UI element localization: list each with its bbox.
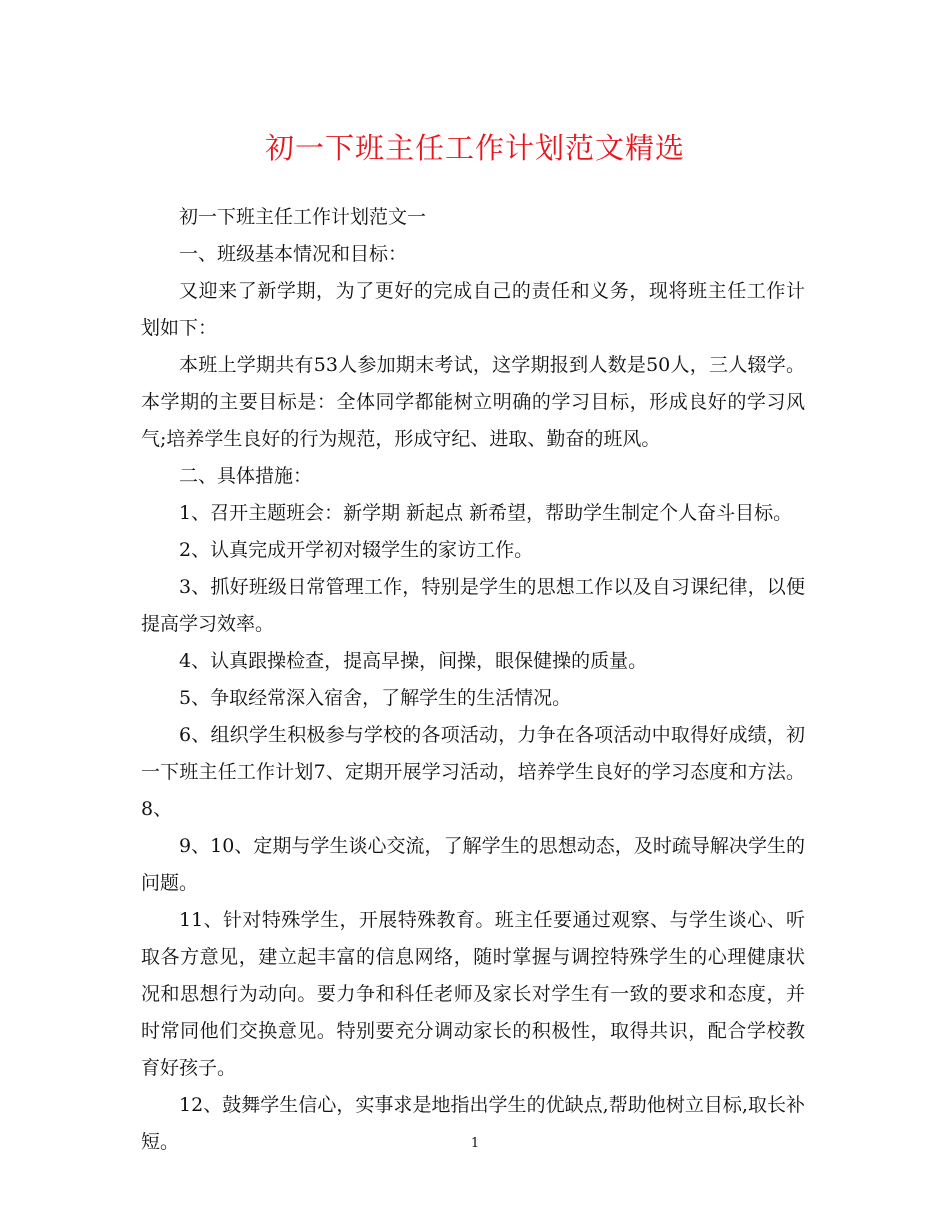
list-item: 3、抓好班级日常管理工作，特别是学生的思想工作以及自习课纪律，以便提高学习效率。 (141, 576, 805, 635)
section-heading: 一、班级基本情况和目标： (179, 243, 408, 265)
list-item: 9、10、定期与学生谈心交流，了解学生的思想动态，及时疏导解决学生的问题。 (141, 835, 805, 894)
page-number: 1 (470, 1136, 480, 1151)
list-item: 4、认真跟操检查，提高早操，间操，眼保健操的质量。 (179, 650, 648, 672)
list-item: 6、组织学生积极参与学校的各项活动，力争在各项活动中取得好成绩，初一下班主任工作计划7、定期开展学习活动，培养学生良好的学习态度和方法。 8、 (141, 724, 805, 820)
list-item: 5、争取经常深入宿舍，了解学生的生活情况。 (179, 687, 572, 709)
document-title: 初一下班主任工作计划范文精选 (264, 131, 685, 165)
section-heading: 二、具体措施： (179, 465, 313, 487)
section-heading: 初一下班主任工作计划范文一 (179, 206, 427, 228)
document-body (141, 199, 805, 1161)
list-item: 1、召开主题班会：新学期 新起点 新希望，帮助学生制定个人奋斗目标。 (179, 502, 793, 524)
list-item: 12、鼓舞学生信心，实事求是地指出学生的优缺点,帮助他树立目标,取长补短。 (141, 1094, 805, 1153)
paragraph: 又迎来了新学期，为了更好的完成自己的责任和义务，现将班主任工作计划如下： (141, 280, 805, 339)
list-item: 2、认真完成开学初对辍学生的家访工作。 (179, 539, 534, 561)
list-item: 11、针对特殊学生，开展特殊教育。班主任要通过观察、与学生谈心、听取各方意见，建立起丰富的信息网络，随时掌握与调控特殊学生的心理健康状况和思想行为动向。要力争和科任老师及家长对学生有一致的要求和态度，并时常同他们交换意见。特别要充分调动家长的积极性，取得共识，配合学校教育好孩子。 (141, 909, 805, 1079)
paragraph: 本班上学期共有53人参加期末考试，这学期报到人数是50人，三人辍学。本学期的主要目标是：全体同学都能树立明确的学习目标，形成良好的学习风气;培养学生良好的行为规范，形成守纪、进取、勤奋的班风。 (141, 354, 805, 450)
